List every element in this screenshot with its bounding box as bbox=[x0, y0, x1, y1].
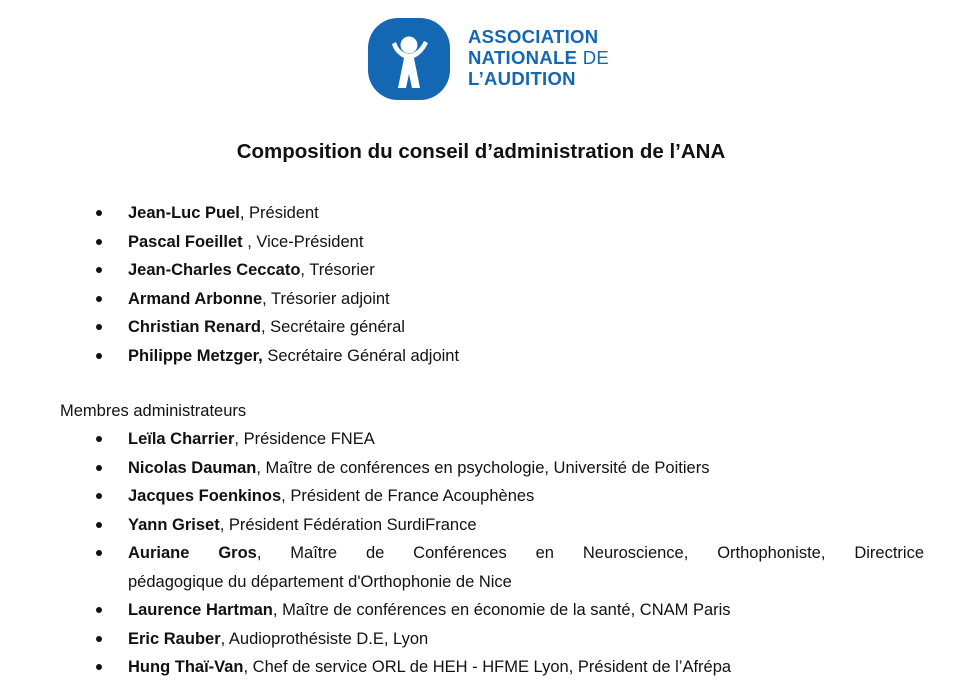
list-item: Jean-Luc Puel, Président bbox=[96, 199, 924, 228]
logo-line-3: L’AUDITION bbox=[468, 68, 576, 89]
list-item: Jacques Foenkinos, Président de France Acouphènes bbox=[96, 482, 924, 511]
list-item: Christian Renard, Secrétaire général bbox=[96, 313, 924, 342]
logo-line-1: ASSOCIATION bbox=[468, 26, 599, 47]
list-item: Nicolas Dauman, Maître de conférences en psychologie, Université de Poitiers bbox=[96, 454, 924, 483]
list-item: Leïla Charrier, Présidence FNEA bbox=[96, 425, 924, 454]
list-item: Pascal Foeillet , Vice-Président bbox=[96, 228, 924, 257]
list-item: Philippe Metzger, Secrétaire Général adjoint bbox=[96, 342, 924, 371]
page-title: Composition du conseil d’administration de l’ANA bbox=[236, 140, 726, 163]
list-item: Yann Griset, Président Fédération SurdiFrance bbox=[96, 511, 924, 540]
list-item: Auriane Gros, Maître de Conférences en Neuroscience, Orthophoniste, Directrice pédagogique du département d'Orthophonie de Nice bbox=[96, 539, 924, 596]
list-item: Armand Arbonne, Trésorier adjoint bbox=[96, 285, 924, 314]
list-item-first-line: Auriane Gros, Maître de Conférences en Neuroscience, Orthophoniste, Directrice bbox=[128, 544, 924, 562]
person-raising-arms-icon bbox=[368, 18, 450, 100]
list-item: Laurence Hartman, Maître de conférences en économie de la santé, CNAM Paris bbox=[96, 596, 924, 625]
list-item: Hung Thaï-Van, Chef de service ORL de HEH - HFME Lyon, Président de l’Afrépa bbox=[96, 653, 924, 682]
list-item: Jean-Charles Ceccato, Trésorier bbox=[96, 256, 924, 285]
logo-wordmark bbox=[468, 26, 609, 89]
officers-list bbox=[96, 199, 924, 370]
members-list bbox=[96, 425, 924, 682]
list-item: Eric Rauber, Audioprothésiste D.E, Lyon bbox=[96, 625, 924, 654]
logo-line-2: NATIONALE DE bbox=[468, 47, 609, 68]
members-heading: Membres administrateurs bbox=[60, 402, 247, 420]
ana-logo bbox=[368, 18, 628, 106]
